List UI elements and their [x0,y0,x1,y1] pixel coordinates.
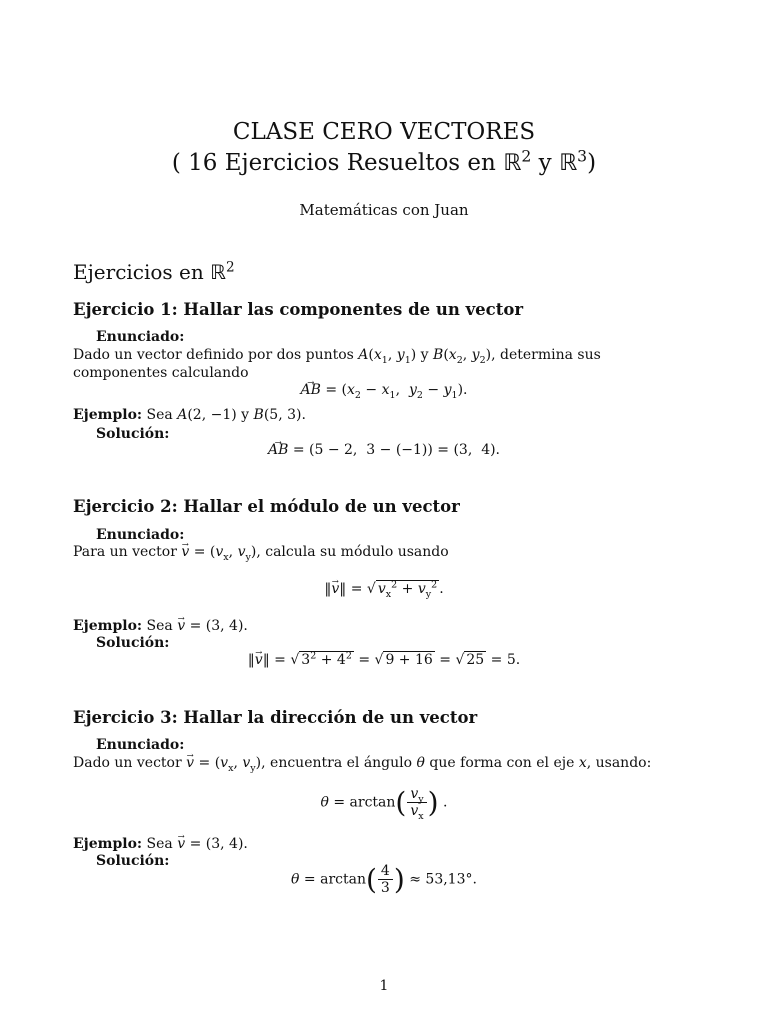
exercise-1-formula: → AB = ($x_2 - x_1$, $y_2 - y_1$). [0,382,768,400]
exercise-3-solution: θ = arctan( $\frac{4}{3}$ ) ≈ 53,13°. [291,862,477,896]
exercise-1-solution-label: Solución: [96,426,170,442]
exercise-2-statement-label: Enunciado: [96,527,185,543]
exercise-2-title: Ejercicio 2: Hallar el módulo de un vector [73,497,460,516]
exercise-1-statement: Dado un vector definido por dos puntos $A(x_1$, $y_1$) y $B(x_2$, $y_2$), determina sus componentes calculando [73,347,601,381]
section-title: Ejercicios en ℝ$^2$ [73,259,235,284]
exercise-3-statement-label: Enunciado: [96,737,185,753]
document-title [0,117,768,179]
exercise-3-formula: θ = arctan( $\frac{v_y}{v_x}$ ) . [320,785,448,822]
author: Matemáticas con Juan [299,201,469,219]
exercise-1-solution: → AB = (5 − 2, 3 − (−1)) = (3, 4). [0,442,768,460]
exercise-2-statement: Para un vector → $v = (v_x$, $v_y$), calcula su módulo usando [73,544,695,562]
exercise-3-solution-label: Solución: [96,853,170,869]
exercise-3-statement: Dado un vector → $v = (v_x$, $v_y$), encuentra el ángulo θ que forma con el eje x, usando: [73,755,695,773]
exercise-2-formula: ‖→ v‖ = √ $v_x^2 + v_y^2$ . [0,581,768,599]
exercise-2-solution-label: Solución: [96,635,170,651]
title-line-1: CLASE CERO VECTORES [232,119,536,145]
exercise-1-title: Ejercicio 1: Hallar las componentes de un vector [73,300,524,319]
title-line-2: ( 16 Ejercicios Resueltos en ℝ$^2$ y ℝ$^3$) [171,146,597,177]
exercise-3-title: Ejercicio 3: Hallar la dirección de un vector [73,708,478,727]
exercise-3-example: Ejemplo: Sea → v = (3, 4). [73,836,248,854]
exercise-1-statement-label: Enunciado: [96,329,185,345]
exercise-2-example: Ejemplo: Sea → v = (3, 4). [73,618,248,636]
exercise-1-example: Ejemplo: Sea A(2, −1) y B(5, 3). [73,407,306,423]
exercise-2-solution: ‖→ v‖ = √ $3^2 + 4^2$ = √ 9 + 16 = √ 25 = 5. [0,652,768,670]
page-number: 1 [379,978,389,994]
